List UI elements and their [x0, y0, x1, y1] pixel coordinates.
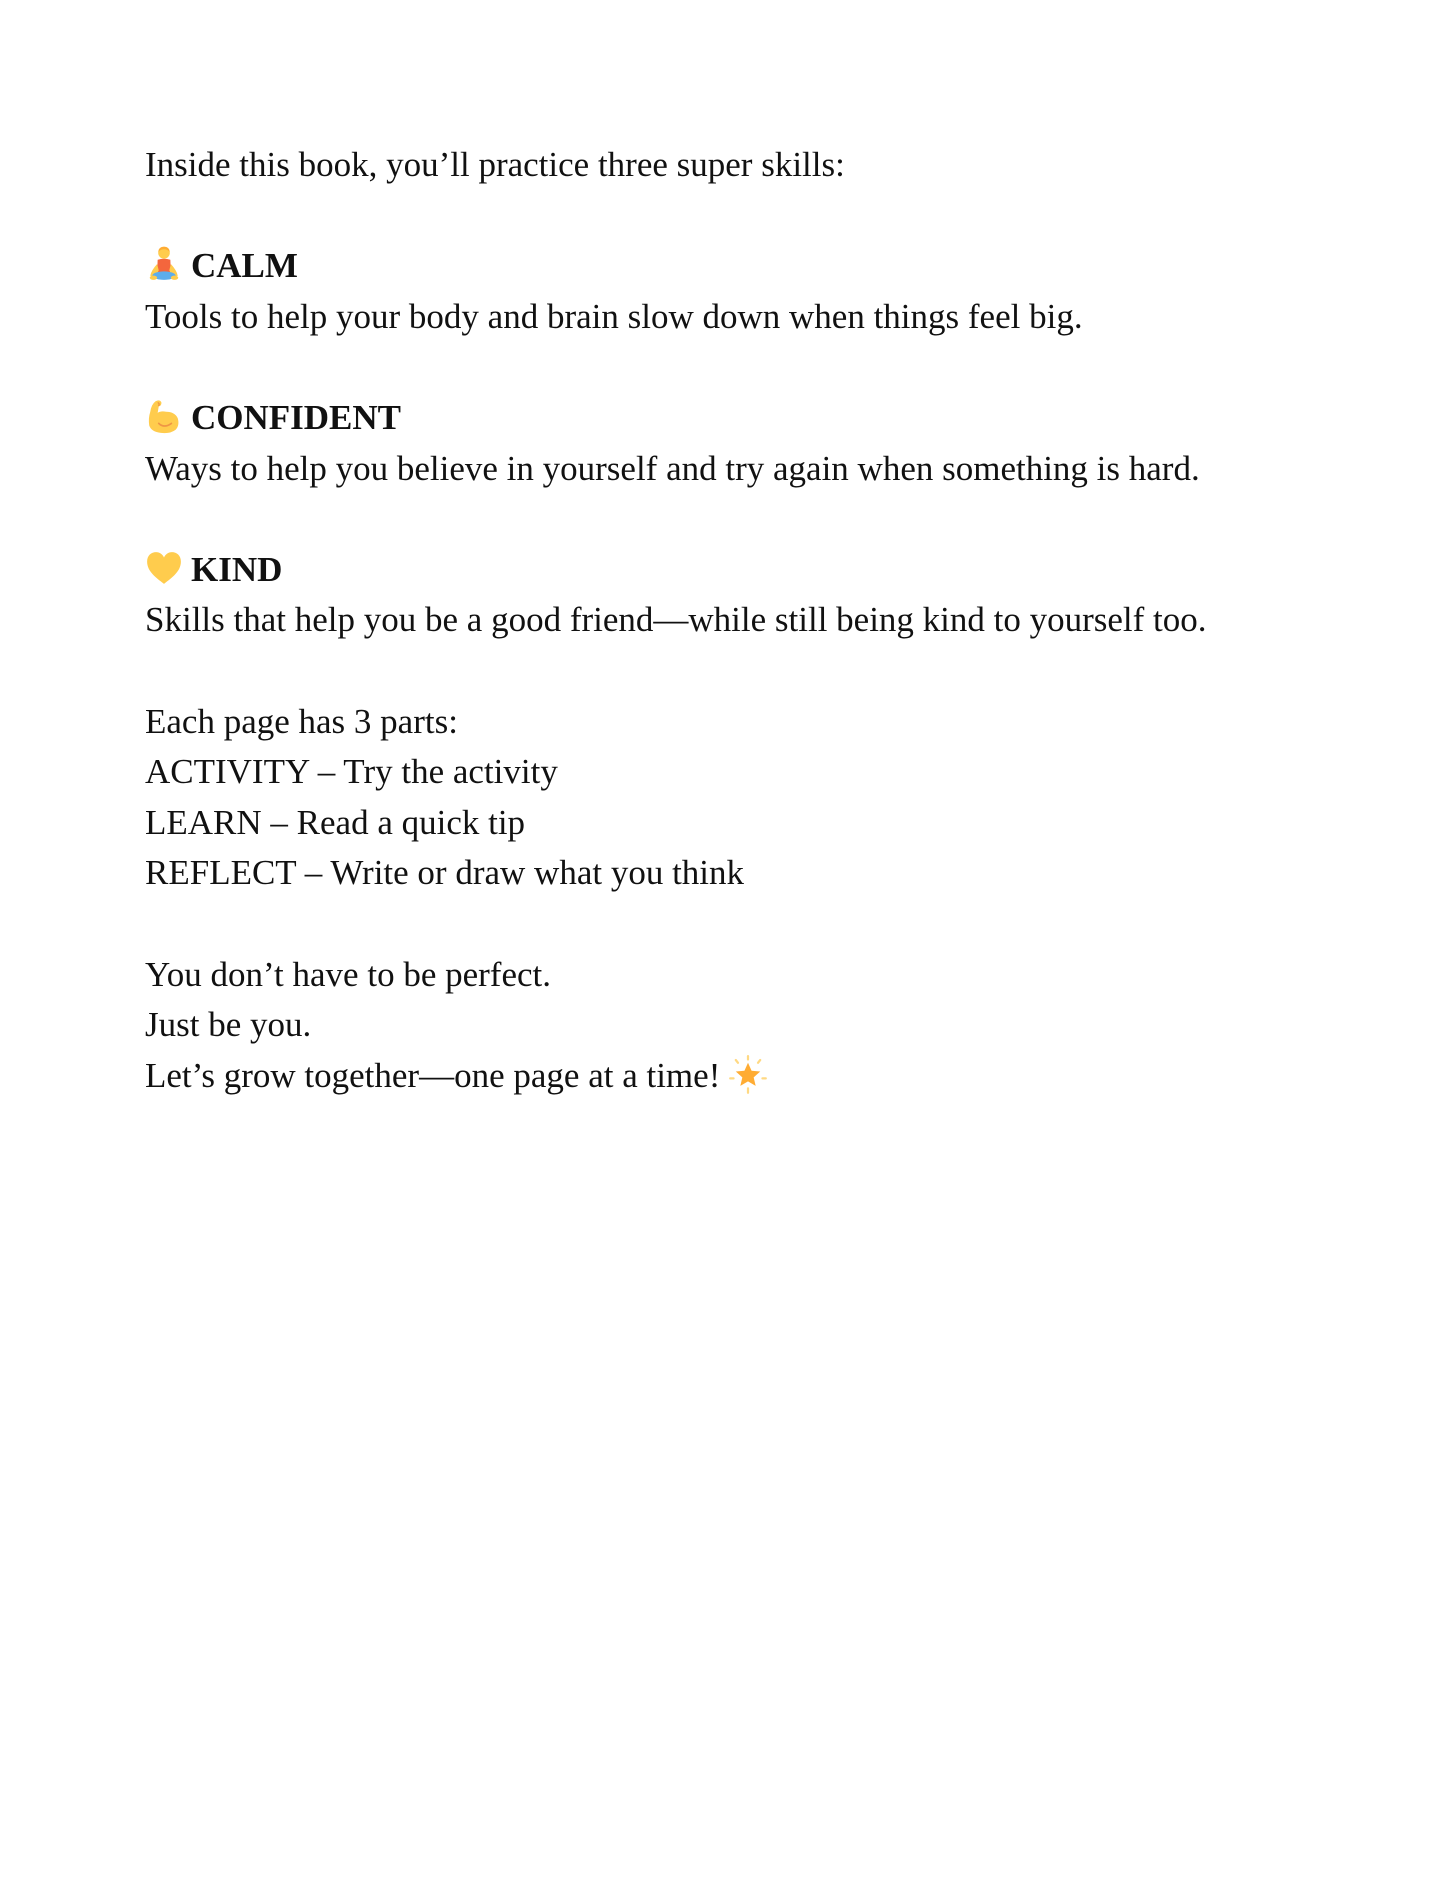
- skill-heading-calm: [145, 241, 1405, 292]
- skill-description-confident: Ways to help you believe in yourself and try again when something is hard.: [145, 448, 1200, 488]
- flexed-biceps-icon: [145, 397, 183, 435]
- closing-line-2: Just be you.: [145, 1005, 312, 1045]
- skill-title: CONFIDENT: [191, 397, 402, 437]
- spacer: [145, 191, 1405, 242]
- skill-heading-confident: [145, 393, 1405, 444]
- part-learn: LEARN – Read a quick tip: [145, 802, 526, 842]
- skill-title: KIND: [191, 549, 283, 589]
- spacer: [145, 646, 1405, 697]
- skill-heading-kind: [145, 545, 1405, 596]
- closing-line-3-text: Let’s grow together—one page at a time!: [145, 1055, 721, 1095]
- closing-line-3: [145, 1051, 1405, 1102]
- skill-title: CALM: [191, 246, 298, 286]
- part-activity: ACTIVITY – Try the activity: [145, 752, 558, 792]
- glowing-star-icon: [728, 1055, 768, 1095]
- closing-line-1: You don’t have to be perfect.: [145, 954, 551, 994]
- document-page: [145, 140, 1405, 1101]
- skill-description-kind: Skills that help you be a good friend—while still being kind to yourself too.: [145, 600, 1207, 640]
- person-in-lotus-position-icon: [145, 245, 183, 283]
- part-reflect: REFLECT – Write or draw what you think: [145, 853, 745, 893]
- parts-heading: Each page has 3 parts:: [145, 701, 458, 741]
- spacer: [145, 494, 1405, 545]
- spacer: [145, 899, 1405, 950]
- yellow-heart-icon: [145, 549, 183, 587]
- spacer: [145, 342, 1405, 393]
- intro-text: Inside this book, you’ll practice three super skills:: [145, 145, 845, 184]
- skill-description-calm: Tools to help your body and brain slow down when things feel big.: [145, 296, 1083, 336]
